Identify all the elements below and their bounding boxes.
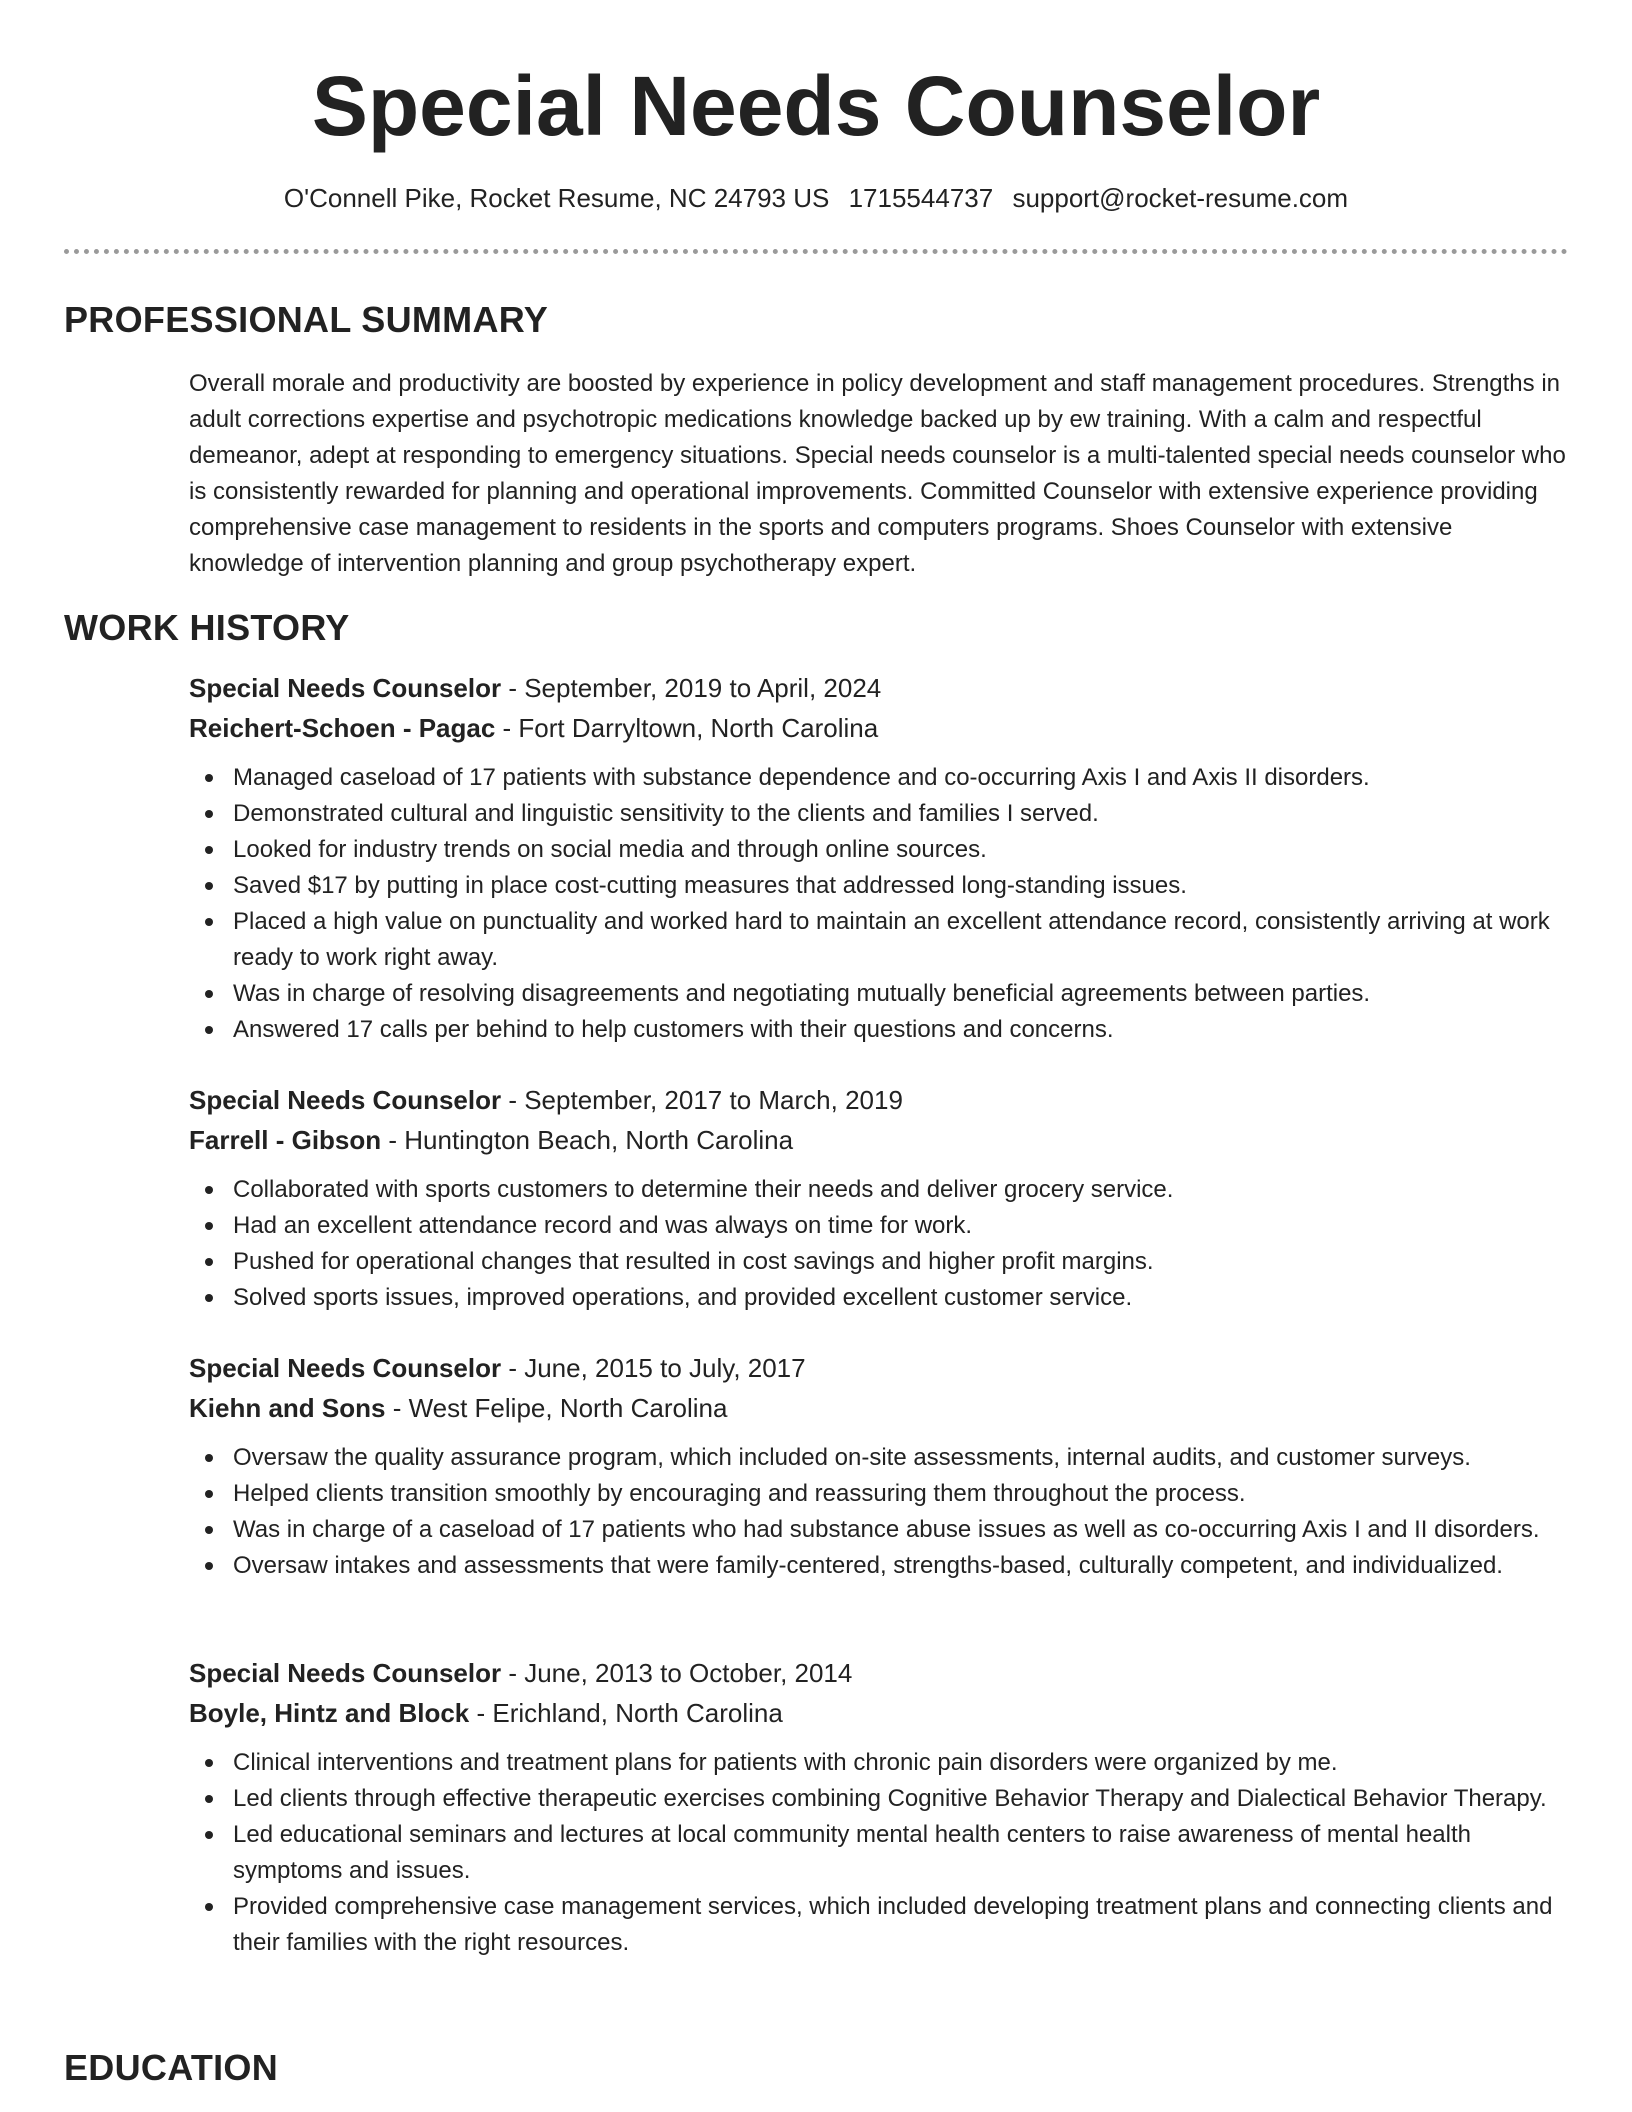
job-role: Special Needs Counselor [189, 1085, 502, 1115]
job-bullet: Demonstrated cultural and linguistic sensitivity to the clients and families I served. [233, 796, 1569, 832]
job-bullet: Oversaw the quality assurance program, which included on-site assessments, internal audits, and customer surveys. [233, 1440, 1569, 1476]
job-location: - West Felipe, North Carolina [385, 1393, 728, 1423]
job-company-line [189, 708, 1569, 748]
job-bullet: Collaborated with sports customers to determine their needs and deliver grocery service. [233, 1172, 1569, 1208]
job-bullets [189, 1172, 1569, 1316]
summary-text: Overall morale and productivity are boosted by experience in policy development and staff management procedures. Strengths in adult corrections expertise and psychotropic medications knowledge backed up by ew training. With a calm and respectful demeanor, adept at responding to emergency situations. Special needs counselor is a multi-talented special needs counselor who is consistently rewarded for planning and operational improvements. Committed Counselor with extensive experience providing comprehensive case management to residents in the sports and computers programs. Shoes Counselor with extensive knowledge of intervention planning and group psychotherapy expert. [189, 370, 1566, 577]
job-bullets [189, 1745, 1569, 1961]
job-bullet: Solved sports issues, improved operations, and provided excellent customer service. [233, 1280, 1569, 1316]
job-role: Special Needs Counselor [189, 1658, 502, 1688]
contact-line [0, 180, 1632, 216]
job-bullet: Helped clients transition smoothly by encouraging and reassuring them throughout the process. [233, 1476, 1569, 1512]
job-bullet: Was in charge of a caseload of 17 patients who had substance abuse issues as well as co-occurring Axis I and II disorders. [233, 1512, 1569, 1548]
job-company-line [189, 1120, 1569, 1160]
job-bullet: Answered 17 calls per behind to help customers with their questions and concerns. [233, 1012, 1569, 1048]
contact-email: support@rocket-resume.com [1012, 183, 1349, 213]
job-bullet: Managed caseload of 17 patients with substance dependence and co-occurring Axis I and Axis II disorders. [233, 760, 1569, 796]
job-title-line [189, 668, 1569, 708]
job-role: Special Needs Counselor [189, 673, 502, 703]
section-title-work-history: WORK HISTORY [64, 607, 350, 648]
job-bullets [189, 1440, 1569, 1584]
section-title-education: EDUCATION [64, 2047, 279, 2088]
job-dates: - June, 2015 to July, 2017 [501, 1353, 806, 1383]
job-bullet: Had an excellent attendance record and was always on time for work. [233, 1208, 1569, 1244]
job-location: - Huntington Beach, North Carolina [381, 1125, 794, 1155]
section-title-summary: PROFESSIONAL SUMMARY [64, 299, 549, 340]
job-entry [189, 1348, 1569, 1584]
job-company: Boyle, Hintz and Block [189, 1698, 470, 1728]
job-bullet: Pushed for operational changes that resulted in cost savings and higher profit margins. [233, 1244, 1569, 1280]
job-company: Reichert-Schoen - Pagac [189, 713, 496, 743]
job-title-line [189, 1653, 1569, 1693]
contact-address: O'Connell Pike, Rocket Resume, NC 24793 US [283, 183, 830, 213]
job-title-line [189, 1080, 1569, 1120]
job-dates: - September, 2019 to April, 2024 [501, 673, 882, 703]
job-bullet: Led clients through effective therapeutic exercises combining Cognitive Behavior Therapy and Dialectical Behavior Therapy. [233, 1781, 1569, 1817]
job-bullet: Clinical interventions and treatment plans for patients with chronic pain disorders were organized by me. [233, 1745, 1569, 1781]
job-company-line [189, 1388, 1569, 1428]
job-bullet: Saved $17 by putting in place cost-cutting measures that addressed long-standing issues. [233, 868, 1569, 904]
job-location: - Erichland, North Carolina [469, 1698, 783, 1728]
job-entry [189, 1653, 1569, 1961]
job-bullet: Placed a high value on punctuality and worked hard to maintain an excellent attendance record, consistently arriving at work ready to work right away. [233, 904, 1569, 976]
job-bullet: Was in charge of resolving disagreements and negotiating mutually beneficial agreements between parties. [233, 976, 1569, 1012]
job-bullet: Provided comprehensive case management services, which included developing treatment plans and connecting clients and their families with the right resources. [233, 1889, 1569, 1961]
job-role: Special Needs Counselor [189, 1353, 502, 1383]
job-bullet: Led educational seminars and lectures at local community mental health centers to raise awareness of mental health symptoms and issues. [233, 1817, 1569, 1889]
job-dates: - September, 2017 to March, 2019 [501, 1085, 903, 1115]
job-bullets [189, 760, 1569, 1048]
job-entry [189, 668, 1569, 1048]
job-company: Kiehn and Sons [189, 1393, 386, 1423]
job-title-line [189, 1348, 1569, 1388]
candidate-name: Special Needs Counselor [311, 59, 1321, 153]
contact-phone: 1715544737 [848, 183, 994, 213]
job-location: - Fort Darryltown, North Carolina [495, 713, 879, 743]
job-bullet: Oversaw intakes and assessments that were family-centered, strengths-based, culturally competent, and individualized. [233, 1548, 1569, 1584]
job-dates: - June, 2013 to October, 2014 [501, 1658, 853, 1688]
job-company: Farrell - Gibson [189, 1125, 382, 1155]
job-entry [189, 1080, 1569, 1316]
job-bullet: Looked for industry trends on social media and through online sources. [233, 832, 1569, 868]
header-divider [64, 249, 1568, 254]
job-company-line [189, 1693, 1569, 1733]
